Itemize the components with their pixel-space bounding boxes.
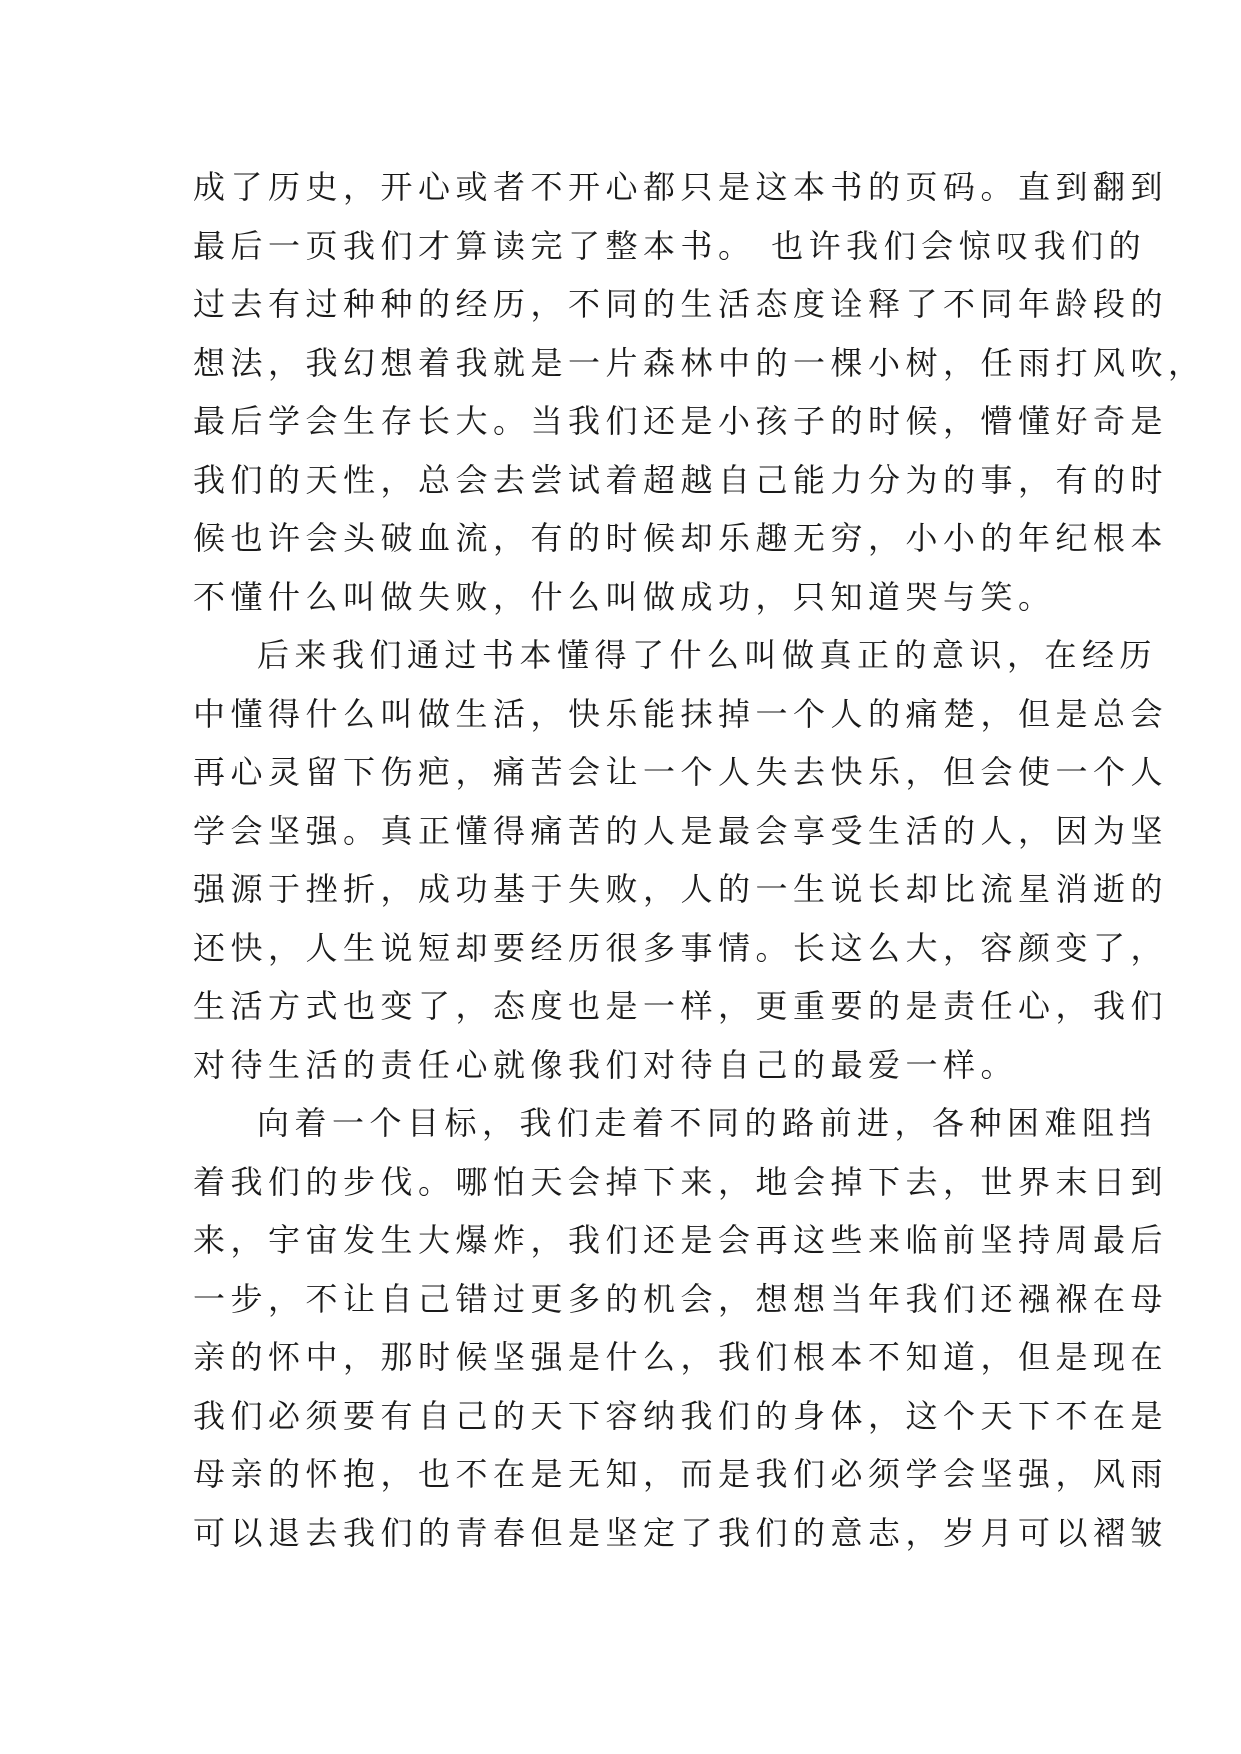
text-line: 生活方式也变了，态度也是一样，更重要的是责任心，我们 [193, 987, 1169, 1025]
text-line: 我们的天性，总会去尝试着超越自己能力分为的事，有的时 [193, 460, 1169, 499]
paragraph-first-line: 后来我们通过书本懂得了什么叫做真正的意识，在经历 [257, 636, 1158, 674]
text-line: 来，宇宙发生大爆炸，我们还是会再这些来临前坚持周最后 [193, 1221, 1169, 1259]
text-line: 着我们的步伐。哪怕天会掉下来，地会掉下去，世界末日到 [193, 1162, 1169, 1201]
text-line: 成了历史，开心或者不开心都只是这本书的页码。直到翻到 [193, 168, 1169, 206]
text-line: 最后学会生存长大。当我们还是小孩子的时候，懵懂好奇是 [193, 402, 1169, 440]
text-line: 亲的怀中，那时候坚强是什么，我们根本不知道，但是现在 [193, 1338, 1169, 1376]
text-line: 我们必须要有自己的天下容纳我们的身体，这个天下不在是 [193, 1396, 1169, 1435]
text-line: 最后一页我们才算读完了整本书。 也许我们会惊叹我们的 [193, 226, 1147, 265]
text-line: 想法，我幻想着我就是一片森林中的一棵小树，任雨打风吹， [193, 343, 1206, 382]
text-line: 中懂得什么叫做生活，快乐能抹掉一个人的痛楚，但是总会 [193, 694, 1169, 733]
body-text [193, 158, 1206, 1562]
text-line: 学会坚强。真正懂得痛苦的人是最会享受生活的人，因为坚 [193, 811, 1169, 850]
paragraph-first-line: 向着一个目标，我们走着不同的路前进，各种困难阻挡 [257, 1104, 1158, 1142]
text-line: 还快，人生说短却要经历很多事情。长这么大，容颜变了， [193, 928, 1169, 967]
text-line: 不懂什么叫做失败，什么叫做成功，只知道哭与笑。 [193, 577, 1056, 616]
text-line: 一步，不让自己错过更多的机会，想想当年我们还襁褓在母 [193, 1279, 1169, 1318]
text-line: 母亲的怀抱，也不在是无知，而是我们必须学会坚强，风雨 [193, 1455, 1169, 1493]
text-line: 可以退去我们的青春但是坚定了我们的意志，岁月可以褶皱 [193, 1513, 1169, 1552]
text-line: 过去有过种种的经历，不同的生活态度诠释了不同年龄段的 [193, 285, 1169, 323]
text-line: 对待生活的责任心就像我们对待自己的最爱一样。 [193, 1045, 1019, 1084]
text-line: 强源于挫折，成功基于失败，人的一生说长却比流星消逝的 [193, 870, 1169, 908]
text-line: 再心灵留下伤疤，痛苦会让一个人失去快乐，但会使一个人 [193, 753, 1169, 791]
text-line: 候也许会头破血流，有的时候却乐趣无穷，小小的年纪根本 [193, 519, 1169, 557]
